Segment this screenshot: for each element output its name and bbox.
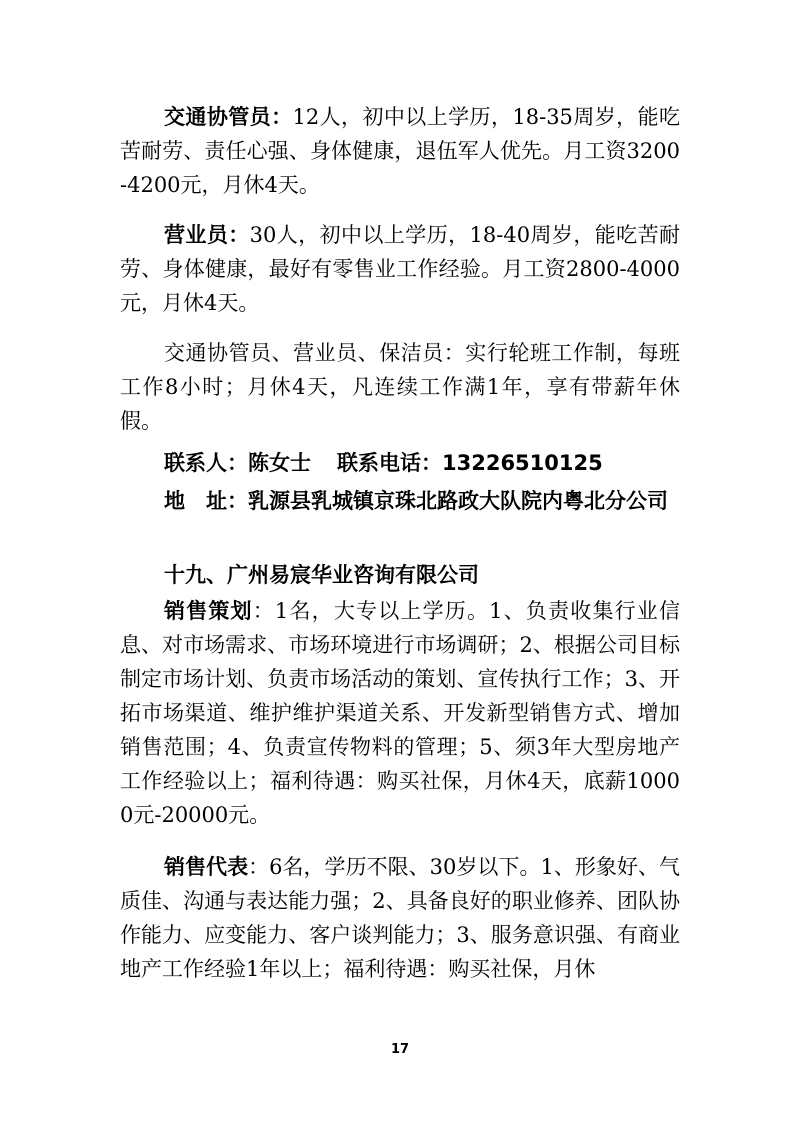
sales-planning-label: 销售策划	[164, 599, 253, 623]
contact-phone-label: 联系电话：	[337, 451, 442, 475]
traffic-coordinator-label: 交通协管员：	[164, 105, 293, 129]
company-heading: 十九、广州易宸华业咨询有限公司	[164, 563, 479, 587]
shift-note-paragraph: 交通协管员、营业员、保洁员：实行轮班工作制，每班工作8小时；月休4天，凡连续工作满1年，享有带薪年休假。	[120, 341, 680, 433]
sales-clerk-paragraph	[120, 218, 680, 320]
contact-phone: 13226510125	[442, 451, 603, 475]
sales-planning-paragraph	[120, 594, 680, 832]
sales-rep-label: 销售代表	[164, 855, 249, 879]
traffic-coordinator-paragraph	[120, 100, 680, 202]
address-value: 乳源县乳城镇京珠北路政大队院内粤北分公司	[248, 489, 668, 513]
contact-person-label: 联系人：	[164, 451, 248, 475]
sales-clerk-text: 30人，初中以上学历，18-40周岁，能吃苦耐劳、身体健康，最好有零售业工作经验。月工资2800-4000元，月休4天。	[120, 223, 681, 315]
sales-rep-paragraph	[120, 850, 680, 986]
address-line	[164, 484, 668, 518]
page-number: 17	[390, 1042, 410, 1057]
traffic-coordinator-text: 12人，初中以上学历，18-35周岁，能吃苦耐劳、责任心强、身体健康，退伍军人优先。月工资3200-4200元，月休4天。	[120, 105, 680, 197]
contact-person: 陈女士	[248, 451, 311, 475]
sales-planning-text: ：1名，大专以上学历。1、负责收集行业信息、对市场需求、市场环境进行市场调研；2、根据公司目标制定市场计划、负责市场活动的策划、宣传执行工作；3、开拓市场渠道、维护维护渠道关系、开发新型销售方式、增加销售范围；4、负责宣传物料的管理；5、须3年大型房地产工作经验以上；福利待遇：购买社保，月休4天，底薪10000元-20000元。	[120, 599, 680, 827]
contact-line	[164, 446, 603, 480]
sales-clerk-label: 营业员：	[164, 223, 250, 247]
sales-rep-text: ：6名，学历不限、30岁以下。1、形象好、气质佳、沟通与表达能力强；2、具备良好的职业修养、团队协作能力、应变能力、客户谈判能力；3、服务意识强、有商业地产工作经验1年以上；福利待遇：购买社保，月休	[120, 855, 680, 981]
address-label: 地 址：	[164, 489, 248, 513]
